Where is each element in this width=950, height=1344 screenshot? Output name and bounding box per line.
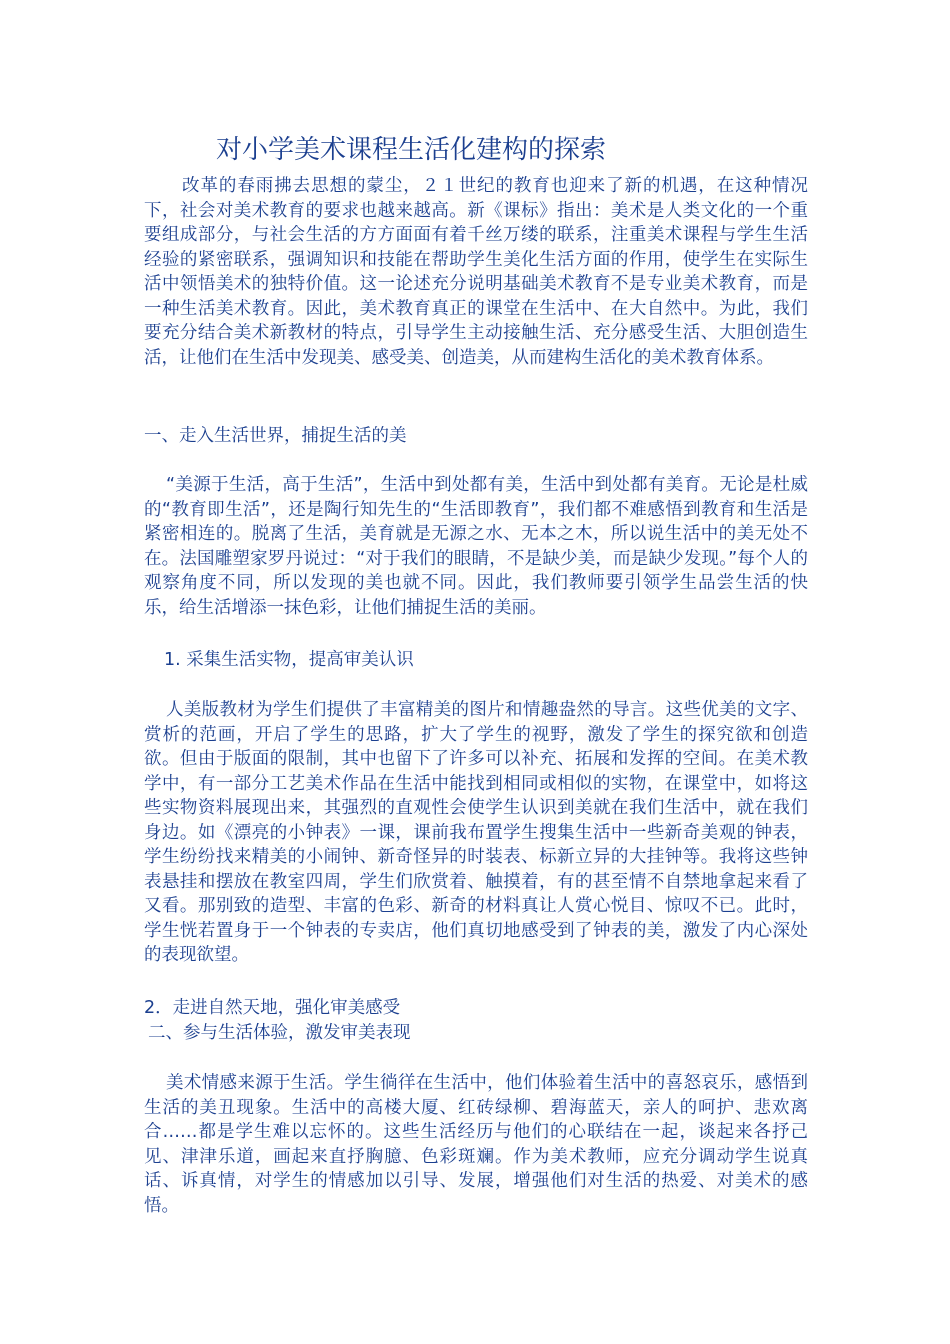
section-2-paragraph: 美术情感来源于生活。学生徜徉在生活中，他们体验着生活中的喜怒哀乐，感悟到生活的美丑现象。生活中的高楼大厦、红砖绿柳、碧海蓝天，亲人的呵护、悲欢离合……都是学生难以忘怀的。这些生活经历与他们的心联结在一起，谈起来各抒己见、津津乐道，画起来直抒胸臆、色彩斑斓。作为美术教师，应充分调动学生说真话、诉真情，对学生的情感加以引导、发展，增强他们对生活的热爱、对美术的感悟。 (144, 1073, 808, 1216)
subsection-2-heading: 2．走进自然天地，强化审美感受 (144, 998, 401, 1018)
section-2-heading: 二、参与生活体验，激发审美表现 (148, 1023, 411, 1043)
subsection-1-heading: 1. 采集生活实物，提高审美认识 (164, 650, 414, 670)
intro-paragraph: 改革的春雨拂去思想的蒙尘，２１世纪的教育也迎来了新的机遇，在这种情况下，社会对美术教育的要求也越来越高。新《课标》指出：美术是人类文化的一个重要组成部分，与社会生活的方方面面有着千丝万缕的联系，注重美术课程与学生生活经验的紧密联系，强调知识和技能在帮助学生美化生活方面的作用，使学生在实际生活中领悟美术的独特价值。这一论述充分说明基础美术教育不是专业美术教育，而是一种生活美术教育。因此，美术教育真正的课堂在生活中、在大自然中。为此，我们要充分结合美术新教材的特点，引导学生主动接触生活、充分感受生活、大胆创造生活，让他们在生活中发现美、感受美、创造美，从而建构生活化的美术教育体系。 (144, 176, 808, 368)
document-title: 对小学美术课程生活化建构的探索 (216, 135, 607, 165)
section-1-heading: 一、走入生活世界，捕捉生活的美 (144, 426, 407, 446)
subsection-1-paragraph: 人美版教材为学生们提供了丰富精美的图片和情趣盎然的导言。这些优美的文字、赏析的范画，开启了学生的思路，扩大了学生的视野，激发了学生的探究欲和创造欲。但由于版面的限制，其中也留下了许多可以补充、拓展和发挥的空间。在美术教学中，有一部分工艺美术作品在生活中能找到相同或相似的实物，在课堂中，如将这些实物资料展现出来，其强烈的直观性会使学生认识到美就在我们生活中，就在我们身边。如《漂亮的小钟表》一课，课前我布置学生搜集生活中一些新奇美观的钟表，学生纷纷找来精美的小闹钟、新奇怪异的时装表、标新立异的大挂钟等。我将这些钟表悬挂和摆放在教室四周，学生们欣赏着、触摸着，有的甚至情不自禁地拿起来看了又看。那别致的造型、丰富的色彩、新奇的材料真让人赏心悦目、惊叹不已。此时，学生恍若置身于一个钟表的专卖店，他们真切地感受到了钟表的美，激发了内心深处的表现欲望。 (144, 700, 808, 965)
section-1-paragraph: “美源于生活，高于生活”，生活中到处都有美，生活中到处都有美育。无论是杜威的“教育即生活”，还是陶行知先生的“生活即教育”，我们都不难感悟到教育和生活是紧密相连的。脱离了生活，美育就是无源之水、无本之木，所以说生活中的美无处不在。法国雕塑家罗丹说过：“对于我们的眼睛，不是缺少美，而是缺少发现。”每个人的观察角度不同，所以发现的美也就不同。因此，我们教师要引领学生品尝生活的快乐，给生活增添一抹色彩，让他们捕捉生活的美丽。 (144, 475, 808, 618)
